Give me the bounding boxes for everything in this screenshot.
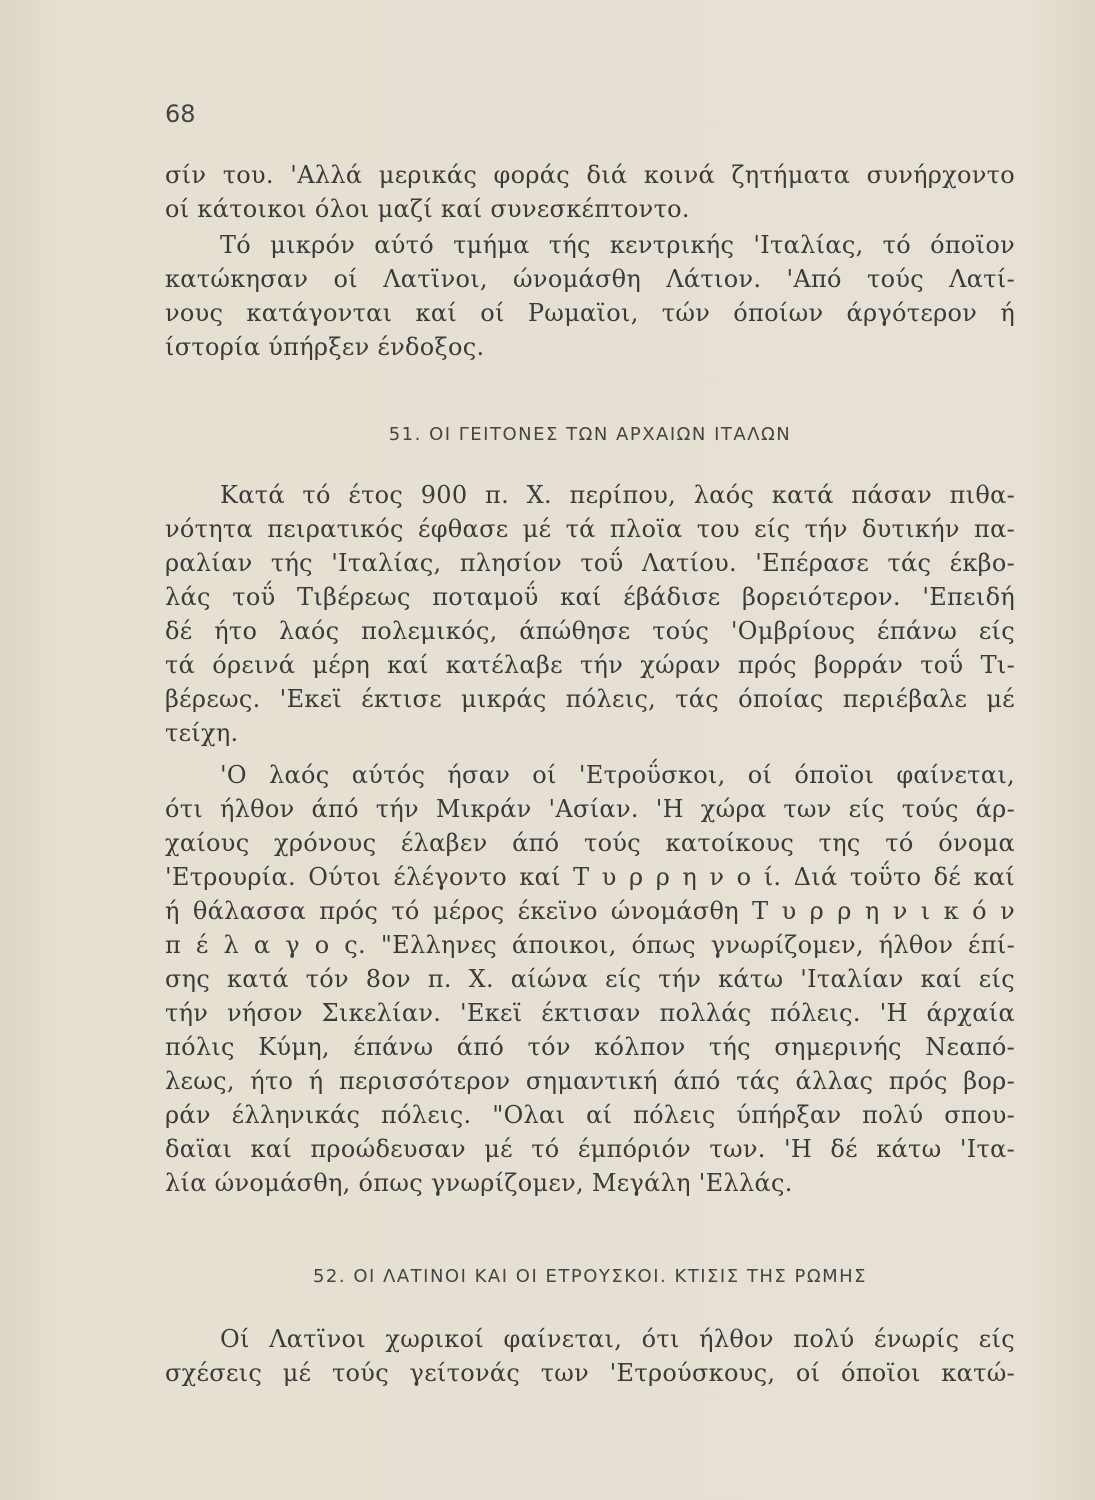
text-line: λάς τοΰ Τιβέρεως ποταμοΰ καί έβάδισε βορειότερον. 'Επειδή <box>165 583 1015 611</box>
text-line: π έ λ α γ ο ς. "Ελληνες άποικοι, όπως γνωρίζομεν, ήλθον έπί- <box>165 931 1015 959</box>
text-line: σίν του. 'Αλλά μερικάς φοράς διά κοινά ζητήματα συνήρχοντο <box>165 161 1015 189</box>
paragraph-etruria <box>165 758 1015 1200</box>
paragraph-continuation <box>165 158 1015 226</box>
text-line: ίστορία ύπήρξεν ένδοξος. <box>165 333 485 361</box>
paragraph-etruscans-arrival <box>165 478 1015 750</box>
text-line: Κατά τό έτος 900 π. Χ. περίπου, λαός κατά πάσαν πιθα- <box>220 481 1015 509</box>
text-line: χαίους χρόνους έλαβεν άπό τούς κατοίκους της τό όνομα <box>165 829 1015 857</box>
text-line: τά όρεινά μέρη καί κατέλαβε τήν χώραν πρός βορράν τοΰ Τι- <box>165 651 1015 679</box>
paragraph-latium <box>165 228 1015 364</box>
section-heading-52: 52. ΟΙ ΛΑΤΙΝΟΙ ΚΑΙ ΟΙ ΕΤΡΟΥΣΚΟΙ. ΚΤΙΣΙΣ ΤΗΣ ΡΩΜΗΣ <box>312 1266 868 1287</box>
text-line: δαϊαι καί προώδευσαν μέ τό έμπόριόν των. 'Η δέ κάτω 'Ιτα- <box>165 1135 1015 1163</box>
text-line: νότητα πειρατικός έφθασε μέ τά πλοϊα του είς τήν δυτικήν πα- <box>165 515 1015 543</box>
text-line: σης κατά τόν 8ον π. Χ. αίώνα είς τήν κάτω 'Ιταλίαν καί είς <box>165 965 1015 993</box>
text-line: τήν νήσον Σικελίαν. 'Εκεϊ έκτισαν πολλάς πόλεις. 'Η άρχαία <box>165 999 1015 1027</box>
text-line: πόλις Κύμη, έπάνω άπό τόν κόλπον τής σημερινής Νεαπό- <box>165 1033 1015 1061</box>
text-line: 'Ο λαός αύτός ήσαν οί 'Ετροΰσκοι, οί όποϊοι φαίνεται, <box>220 761 1015 789</box>
page-number: 68 <box>165 100 196 128</box>
section-heading-51: 51. ΟΙ ΓΕΙΤΟΝΕΣ ΤΩΝ ΑΡΧΑΙΩΝ ΙΤΑΛΩΝ <box>388 424 792 445</box>
text-line: λεως, ήτο ή περισσότερον σημαντική άπό τάς άλλας πρός βορ- <box>165 1067 1015 1095</box>
text-line: νους κατάγονται καί οί Ρωμαϊοι, τών όποίων άργότερον ή <box>165 299 1015 327</box>
text-line: ράν έλληνικάς πόλεις. "Ολαι αί πόλεις ύπήρξαν πολύ σπου- <box>165 1101 1015 1129</box>
text-line: λία ώνομάσθη, όπως γνωρίζομεν, Μεγάλη 'Ελλάς. <box>165 1169 793 1197</box>
text-line: Οί Λατϊνοι χωρικοί φαίνεται, ότι ήλθον πολύ ένωρίς είς <box>220 1325 1015 1353</box>
text-line: ότι ήλθον άπό τήν Μικράν 'Ασίαν. 'Η χώρα των είς τούς άρ- <box>165 795 1015 823</box>
text-line: κατώκησαν οί Λατϊνοι, ώνομάσθη Λάτιον. 'Από τούς Λατί- <box>165 265 1015 293</box>
paragraph-latins-etruscans <box>165 1322 1015 1390</box>
text-line: ή θάλασσα πρός τό μέρος έκεϊνο ώνομάσθη Τ υ ρ ρ η ν ι κ ό ν <box>165 897 1015 925</box>
text-line: οί κάτοικοι όλοι μαζί καί συνεσκέπτοντο. <box>165 195 690 223</box>
text-line: ραλίαν τής 'Ιταλίας, πλησίον τοΰ Λατίου. 'Επέρασε τάς έκβο- <box>165 549 1015 577</box>
text-line: 'Ετρουρία. Ούτοι έλέγοντο καί Τ υ ρ ρ η ν ο ί. Διά τοΰτο δέ καί <box>165 863 1015 891</box>
text-line: τείχη. <box>165 719 239 747</box>
text-line: Τό μικρόν αύτό τμήμα τής κεντρικής 'Ιταλίας, τό όποϊον <box>220 231 1015 259</box>
text-line: σχέσεις μέ τούς γείτονάς των 'Ετρούσκους, οί όποϊοι κατώ- <box>165 1359 1015 1387</box>
text-line: δέ ήτο λαός πολεμικός, άπώθησε τούς 'Ομβρίους έπάνω είς <box>165 617 1015 645</box>
text-line: βέρεως. 'Εκεϊ έκτισε μικράς πόλεις, τάς όποίας περιέβαλε μέ <box>165 685 1015 713</box>
